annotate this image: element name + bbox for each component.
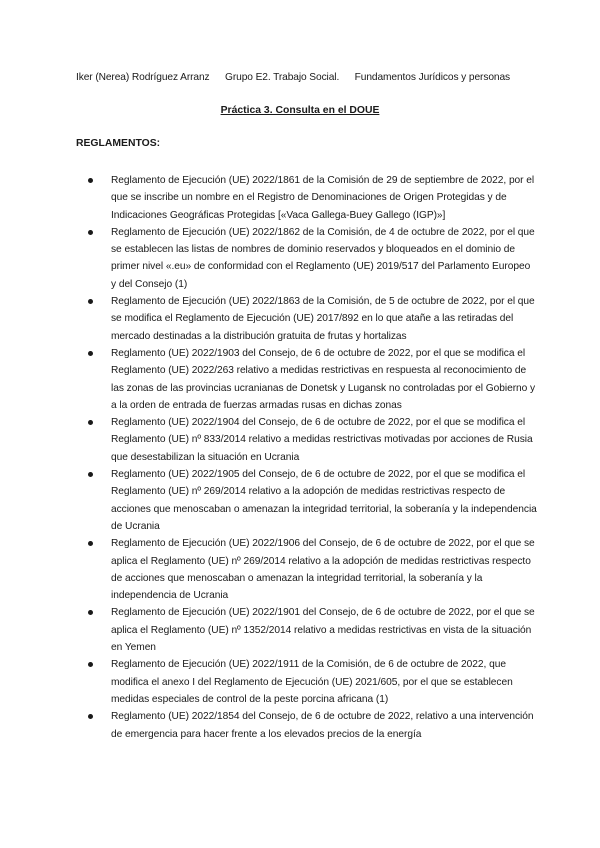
regulation-text: Reglamento (UE) 2022/1854 del Consejo, de 6 de octubre de 2022, relativo a una intervención de emergencia para hacer frente a los elevados precios de la energía [111,711,534,740]
regulation-item [0,656,600,708]
regulation-text: Reglamento (UE) 2022/1905 del Consejo, de 6 de octubre de 2022, por el que se modifica el Reglamento (UE) nº 269/2014 relativo a la adopción de medidas restrictivas respecto de acciones que menoscaban o amenazan la integridad territorial, la soberanía y la independencia de Ucrania [111,469,537,532]
bullet-icon [88,714,93,719]
regulation-text: Reglamento de Ejecución (UE) 2022/1861 de la Comisión de 29 de septiembre de 2022, por el que se inscribe un nombre en el Registro de Denominaciones de Origen Protegidas y de Indicaciones Geográficas Protegidas [«Vaca Gallega-Buey Gallego (IGP)»] [111,175,535,221]
bullet-icon [88,662,93,667]
regulation-text: Reglamento de Ejecución (UE) 2022/1911 de la Comisión, de 6 de octubre de 2022, que modifica el anexo I del Reglamento de Ejecución (UE) 2021/605, por el que se establecen medidas especiales de control de la peste porcina africana (1) [111,659,513,705]
regulation-item [0,466,600,535]
regulation-item [0,604,600,656]
regulation-text: Reglamento (UE) 2022/1903 del Consejo, de 6 de octubre de 2022, por el que se modifica el Reglamento (UE) 2022/263 relativo a medidas restrictivas en respuesta al reconocimiento de las zonas de las provincias ucranianas de Donetsk y Lugansk no controladas por el Gobierno y a la orden de entrada de fuerzas armadas rusas en dichas zonas [111,347,536,411]
bullet-icon [88,178,93,183]
regulation-item [0,345,600,414]
regulation-text: Reglamento de Ejecución (UE) 2022/1863 de la Comisión, de 5 de octubre de 2022, por el que se modifica el Reglamento de Ejecución (UE) 2017/892 en lo que atañe a las retiradas del mercado destinadas a la distribución gratuita de frutas y hortalizas [111,296,535,342]
regulation-text: Reglamento (UE) 2022/1904 del Consejo, de 6 de octubre de 2022, por el que se modifica el Reglamento (UE) nº 833/2014 relativo a medidas restrictivas motivadas por acciones de Rusia que desestabilizan la situación en Ucrania [111,417,533,463]
regulation-item [0,708,600,743]
regulation-item [0,535,600,604]
document-title: Práctica 3. Consulta en el DOUE [220,105,380,116]
document-header [76,72,510,83]
section-heading-reglamentos: REGLAMENTOS: [76,138,161,149]
bullet-icon [88,230,93,235]
regulation-item [0,172,600,224]
group-label: Grupo E2. Trabajo Social. [225,72,340,83]
regulations-list [0,172,600,743]
bullet-icon [88,472,93,477]
bullet-icon [88,541,93,546]
regulation-item [0,414,600,466]
subject-label: Fundamentos Jurídicos y personas [354,72,511,83]
regulation-text: Reglamento de Ejecución (UE) 2022/1862 de la Comisión, de 4 de octubre de 2022, por el que se establecen las listas de nombres de dominio reservados y bloqueados en el dominio de primer nivel «.eu» de conformidad con el Reglamento (UE) 2019/517 del Parlamento Europeo y del Consejo (1) [111,226,535,290]
regulation-item [0,293,600,345]
bullet-icon [88,299,93,304]
author-name: Iker (Nerea) Rodríguez Arranz [76,72,210,83]
bullet-icon [88,420,93,425]
bullet-icon [88,610,93,615]
bullet-icon [88,351,93,356]
regulation-item [0,224,600,293]
regulation-text: Reglamento de Ejecución (UE) 2022/1901 del Consejo, de 6 de octubre de 2022, por el que se aplica el Reglamento (UE) nº 1352/2014 relativo a medidas restrictivas en vista de la situación en Yemen [111,607,535,654]
regulation-text: Reglamento de Ejecución (UE) 2022/1906 del Consejo, de 6 de octubre de 2022, por el que se aplica el Reglamento (UE) nº 269/2014 relativo a la adopción de medidas restrictivas respecto de acciones que menoscaban o amenazan la integridad territorial, la soberanía y la independencia de Ucrania [111,538,535,602]
